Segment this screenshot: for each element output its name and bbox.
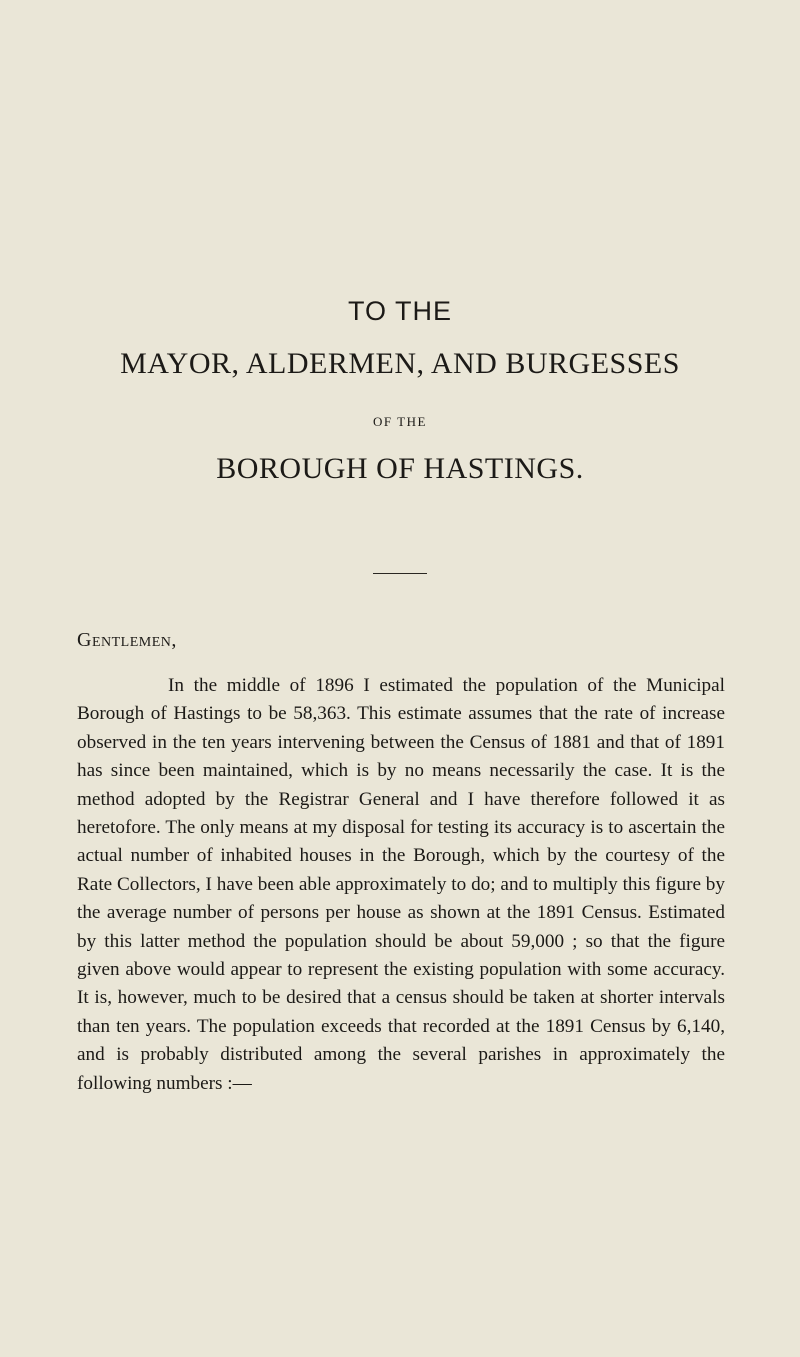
body-paragraph: In the middle of 1896 I estimated the population of the Municipal Borough of Hastings to be 58,363. This estimate assumes that the rate of increase observed in the ten years intervening between the Census of 1881 and that of 1891 has since been maintained, which is by no means necessarily the case. It is the method adopted by the Registrar General and I have therefore followed it as heretofore. The only means at my disposal for testing its accuracy is to ascertain the actual number of inhabited houses in the Borough, which by the courtesy of the Rate Collectors, I have been able approximately to do; and to multiply this figure by the average number of persons per house as shown at the 1891 Census. Estimated by this latter method the population should be about 59,000 ; so that the figure given above would appear to represent the existing population with some accuracy. It is, however, much to be desired that a census should be taken at shorter intervals than ten years. The population exceeds that recorded at the 1891 Census by 6,140, and is probably distributed among the several parishes in approximately the following numbers :— <box>77 675 725 1094</box>
heading-to-the: TO THE <box>347 296 453 326</box>
section-divider <box>373 573 427 574</box>
heading-addressees: MAYOR, ALDERMEN, AND BURGESSES <box>120 347 680 380</box>
heading-of-the: OF THE <box>373 414 427 429</box>
heading-borough: BOROUGH OF HASTINGS. <box>216 452 584 485</box>
salutation: Gentlemen, <box>77 629 177 651</box>
